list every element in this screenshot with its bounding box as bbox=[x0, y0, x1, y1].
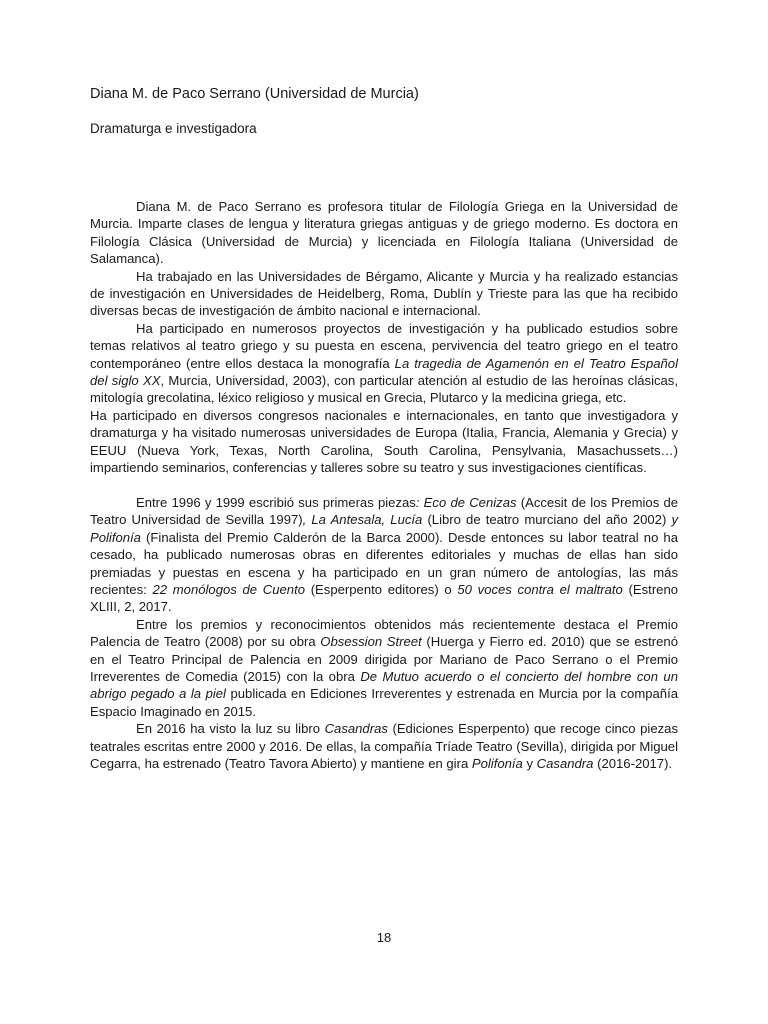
paragraph-text: (Huerga y Fierro ed. 2010) que se estrenó en el Teatro Principal de Palencia en 2009 dirigida por Mariano de Paco Serrano o el Premio Irreverentes de Comedia (2015) con la obra bbox=[90, 634, 678, 684]
paragraph-text: , Murcia, Universidad, 2003), con particular atención al estudio de las heroínas clásicas, mitología grecolatina, léxico religioso y musical en Grecia, Plutarco y la medicina griega, etc. bbox=[90, 373, 678, 406]
biography-body bbox=[90, 198, 678, 772]
author-heading: Diana M. de Paco Serrano (Universidad de Murcia) bbox=[90, 86, 419, 102]
paragraph-text: (Ediciones Esperpento) que recoge cinco piezas teatrales escritas entre 2000 y 2016. De ellas, la compañía Tríade Teatro (Sevilla), dirigida por Miguel Cegarra, ha estrenado (Teatro Tavora Abierto) y mantiene en gira bbox=[90, 721, 678, 771]
italic-title-text: y Polifonía bbox=[90, 512, 678, 545]
paragraph-text: Ha participado en numerosos proyectos de investigación y ha publicado estudios sobre temas relativos al teatro griego y su puesta en escena, pervivencia del teatro griego en el teatro contemporáneo (entre ellos destaca la monografía bbox=[90, 320, 678, 371]
paragraph-text: publicada en Ediciones Irreverentes y estrenada en Murcia por la compañía Espacio Imaginado en 2015. bbox=[90, 686, 679, 719]
paragraph bbox=[90, 720, 678, 772]
italic-title-text: , La Antesala, Lucía bbox=[302, 512, 423, 528]
paragraph-text: y bbox=[522, 755, 537, 771]
paragraph bbox=[90, 268, 678, 320]
paragraph-text: Ha participado en diversos congresos nacionales e internacionales, en tanto que investigadora y dramaturga y ha visitado numerosas universidades de Europa (Italia, Francia, Alemania y Grecia) y EEUU (Nueva York, Texas, North Carolina, South Carolina, Pensylvania, Masachussets…) impartiendo seminarios, conferencias y talleres sobre su teatro y sus investigaciones científicas. bbox=[90, 407, 678, 476]
page-number: 18 bbox=[376, 930, 392, 945]
paragraph-text: Ha trabajado en las Universidades de Bérgamo, Alicante y Murcia y ha realizado estancias de investigación en Universidades de Heidelberg, Roma, Dublín y Trieste para las que ha recibido diversas becas de investigación de ámbito nacional e internacional. bbox=[90, 268, 678, 319]
author-role: Dramaturga e investigadora bbox=[90, 121, 257, 136]
paragraph-text: Entre 1996 y 1999 escribió sus primeras piezas bbox=[136, 494, 416, 510]
italic-title-text: Casandra bbox=[536, 755, 594, 771]
italic-title-text: : Eco de Cenizas bbox=[415, 494, 517, 510]
paragraph-text: (Esperpento editores) o bbox=[305, 581, 458, 597]
italic-title-text: Obsession Street bbox=[320, 634, 422, 650]
paragraph-text: (Finalista del Premio Calderón de la Barca 2000). Desde entonces su labor teatral no ha cesado, ha publicado numerosas obras en diferentes editoriales y muchas de ellas han sido premiadas y puestas en escena y ha participado en un gran número de antologías, las más recientes: bbox=[90, 529, 678, 597]
paragraph bbox=[90, 494, 678, 616]
paragraph-text: (2016-2017). bbox=[593, 755, 673, 771]
italic-title-text: 22 monólogos de Cuento bbox=[152, 581, 305, 597]
paragraph-text: (Estreno XLIII, 2, 2017. bbox=[90, 581, 679, 615]
italic-title-text: La tragedia de Agamenón en el Teatro Español del siglo XX bbox=[90, 355, 678, 389]
italic-title-text: Casandras bbox=[324, 721, 388, 737]
italic-title-text: 50 voces contra el maltrato bbox=[457, 581, 623, 597]
paragraph-text: (Accesit de los Premios de Teatro Universidad de Sevilla 1997) bbox=[90, 494, 679, 528]
paragraph bbox=[90, 407, 678, 477]
paragraph-text: (Libro de teatro murciano del año 2002) bbox=[422, 512, 672, 528]
paragraph-text: En 2016 ha visto la luz su libro bbox=[136, 721, 325, 737]
paragraph bbox=[90, 198, 678, 268]
italic-title-text: Polifonía bbox=[471, 755, 523, 771]
paragraph bbox=[90, 616, 678, 720]
document-page bbox=[90, 0, 678, 1024]
paragraph-text: Diana M. de Paco Serrano es profesora titular de Filología Griega en la Universidad de Murcia. Imparte clases de lengua y literatura griegas antiguas y de griego moderno. Es doctora en Filología Clásica (Universidad de Murcia) y licenciada en Filología Italiana (Universidad de Salamanca). bbox=[90, 199, 678, 267]
paragraph-text: Entre los premios y reconocimientos obtenidos más recientemente destaca el Premio Palencia de Teatro (2008) por su obra bbox=[90, 616, 678, 650]
paragraph bbox=[90, 320, 678, 407]
italic-title-text: De Mutuo acuerdo o el concierto del hombre con un abrigo pegado a la piel bbox=[90, 668, 678, 702]
